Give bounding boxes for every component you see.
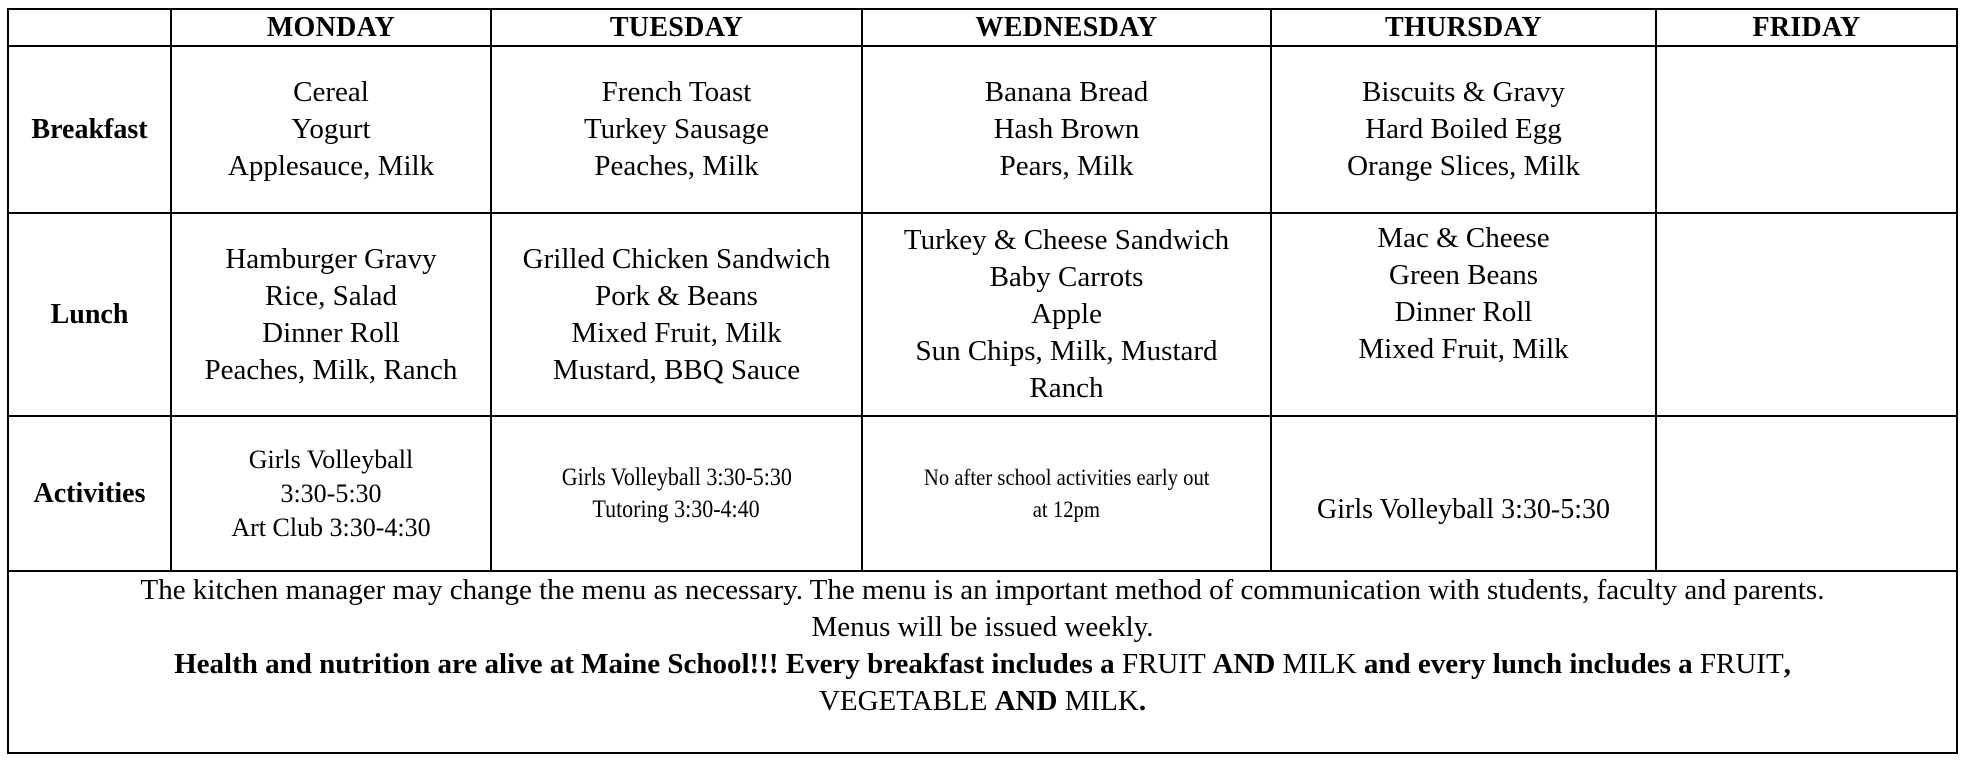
nutrition-text-bold: . bbox=[1138, 685, 1147, 717]
menu-item: Grilled Chicken Sandwich bbox=[522, 242, 831, 275]
lunch-wednesday bbox=[863, 214, 1270, 415]
menu-item: Green Beans bbox=[1389, 259, 1538, 291]
menu-item: Hard Boiled Egg bbox=[1365, 113, 1562, 145]
header-monday: MONDAY bbox=[266, 11, 396, 43]
nutrition-text-bold: AND bbox=[1212, 648, 1283, 680]
menu-item: Pork & Beans bbox=[595, 279, 758, 312]
menu-item: Baby Carrots bbox=[989, 261, 1144, 293]
nutrition-text-bold: , bbox=[1783, 648, 1791, 680]
menu-item: Sun Chips, Milk, Mustard bbox=[915, 335, 1218, 367]
breakfast-thursday bbox=[1272, 47, 1655, 212]
nutrition-text-bold: Health and nutrition are alive at Maine School!!! Every breakfast includes a bbox=[174, 648, 1122, 680]
breakfast-monday bbox=[172, 47, 490, 212]
menu-item: Cereal bbox=[293, 76, 369, 108]
activity-item: at 12pm bbox=[1032, 496, 1101, 522]
row-label-breakfast: Breakfast bbox=[31, 113, 148, 145]
activity-item: No after school activities early out bbox=[923, 464, 1210, 490]
nutrition-text-plain: MILK bbox=[1064, 685, 1139, 717]
activity-item: 3:30-5:30 bbox=[280, 478, 382, 508]
nutrition-text-plain: FRUIT bbox=[1121, 648, 1213, 680]
header-corner bbox=[9, 10, 170, 45]
activity-item: Girls Volleyball bbox=[248, 444, 414, 474]
activity-item: Girls Volleyball 3:30-5:30 bbox=[561, 463, 792, 491]
menu-item: Rice, Salad bbox=[264, 279, 398, 312]
footer-line-nutrition-cont bbox=[9, 683, 1956, 720]
lunch-thursday bbox=[1272, 214, 1655, 415]
menu-item: Hamburger Gravy bbox=[225, 242, 437, 275]
menu-item: Applesauce, Milk bbox=[227, 150, 435, 182]
menu-item: Orange Slices, Milk bbox=[1347, 150, 1580, 182]
nutrition-text-bold: and every lunch includes a bbox=[1363, 648, 1700, 680]
menu-item: Peaches, Milk, Ranch bbox=[204, 353, 458, 386]
lunch-tuesday bbox=[492, 214, 861, 415]
activity-item: Girls Volleyball 3:30-5:30 bbox=[1317, 494, 1610, 525]
menu-item: Banana Bread bbox=[984, 76, 1149, 108]
header-thursday: THURSDAY bbox=[1385, 11, 1542, 43]
nutrition-text-plain: FRUIT bbox=[1699, 648, 1784, 680]
menu-item: Yogurt bbox=[291, 113, 371, 145]
menu-item: Turkey & Cheese Sandwich bbox=[903, 224, 1230, 256]
menu-item: Mustard, BBQ Sauce bbox=[552, 353, 801, 386]
activities-wednesday bbox=[863, 417, 1270, 570]
menu-item: Apple bbox=[1031, 298, 1102, 330]
activities-thursday bbox=[1272, 417, 1655, 570]
menu-item: Dinner Roll bbox=[262, 316, 400, 349]
footer-notes bbox=[9, 572, 1956, 720]
menu-item: Hash Brown bbox=[993, 113, 1140, 145]
menu-item: Peaches, Milk bbox=[594, 150, 759, 182]
activity-item: Tutoring 3:30-4:40 bbox=[592, 495, 761, 523]
breakfast-wednesday bbox=[863, 47, 1270, 212]
row-label-activities: Activities bbox=[33, 477, 146, 509]
breakfast-tuesday bbox=[492, 47, 861, 212]
menu-item: French Toast bbox=[601, 76, 752, 108]
nutrition-text-plain: MILK bbox=[1282, 648, 1364, 680]
nutrition-text-bold: AND bbox=[994, 685, 1065, 717]
menu-item: Biscuits & Gravy bbox=[1362, 76, 1565, 108]
lunch-monday bbox=[172, 214, 490, 415]
menu-item: Mixed Fruit, Milk bbox=[571, 316, 782, 349]
lunch-friday bbox=[1657, 214, 1956, 415]
menu-item: Turkey Sausage bbox=[583, 113, 769, 145]
header-tuesday: TUESDAY bbox=[609, 11, 744, 43]
menu-item: Mixed Fruit, Milk bbox=[1358, 333, 1569, 365]
row-label-lunch: Lunch bbox=[50, 298, 129, 330]
menu-item: Ranch bbox=[1029, 372, 1104, 404]
breakfast-friday bbox=[1657, 47, 1956, 212]
menu-item: Pears, Milk bbox=[999, 150, 1134, 182]
activities-tuesday bbox=[492, 417, 861, 570]
menu-item: Dinner Roll bbox=[1394, 296, 1533, 328]
menu-item: Mac & Cheese bbox=[1377, 222, 1550, 254]
nutrition-text-plain: VEGETABLE bbox=[818, 685, 995, 717]
footer-line-menu-changes: The kitchen manager may change the menu as necessary. The menu is an important method of communication with students, faculty and parents. bbox=[140, 574, 1825, 606]
footer-line-weekly: Menus will be issued weekly. bbox=[811, 611, 1154, 643]
activities-friday bbox=[1657, 417, 1956, 570]
activity-item: Art Club 3:30-4:30 bbox=[231, 512, 431, 542]
header-friday: FRIDAY bbox=[1752, 11, 1861, 43]
footer-line-nutrition bbox=[9, 646, 1956, 683]
header-wednesday: WEDNESDAY bbox=[975, 11, 1158, 43]
activities-monday bbox=[172, 417, 490, 570]
